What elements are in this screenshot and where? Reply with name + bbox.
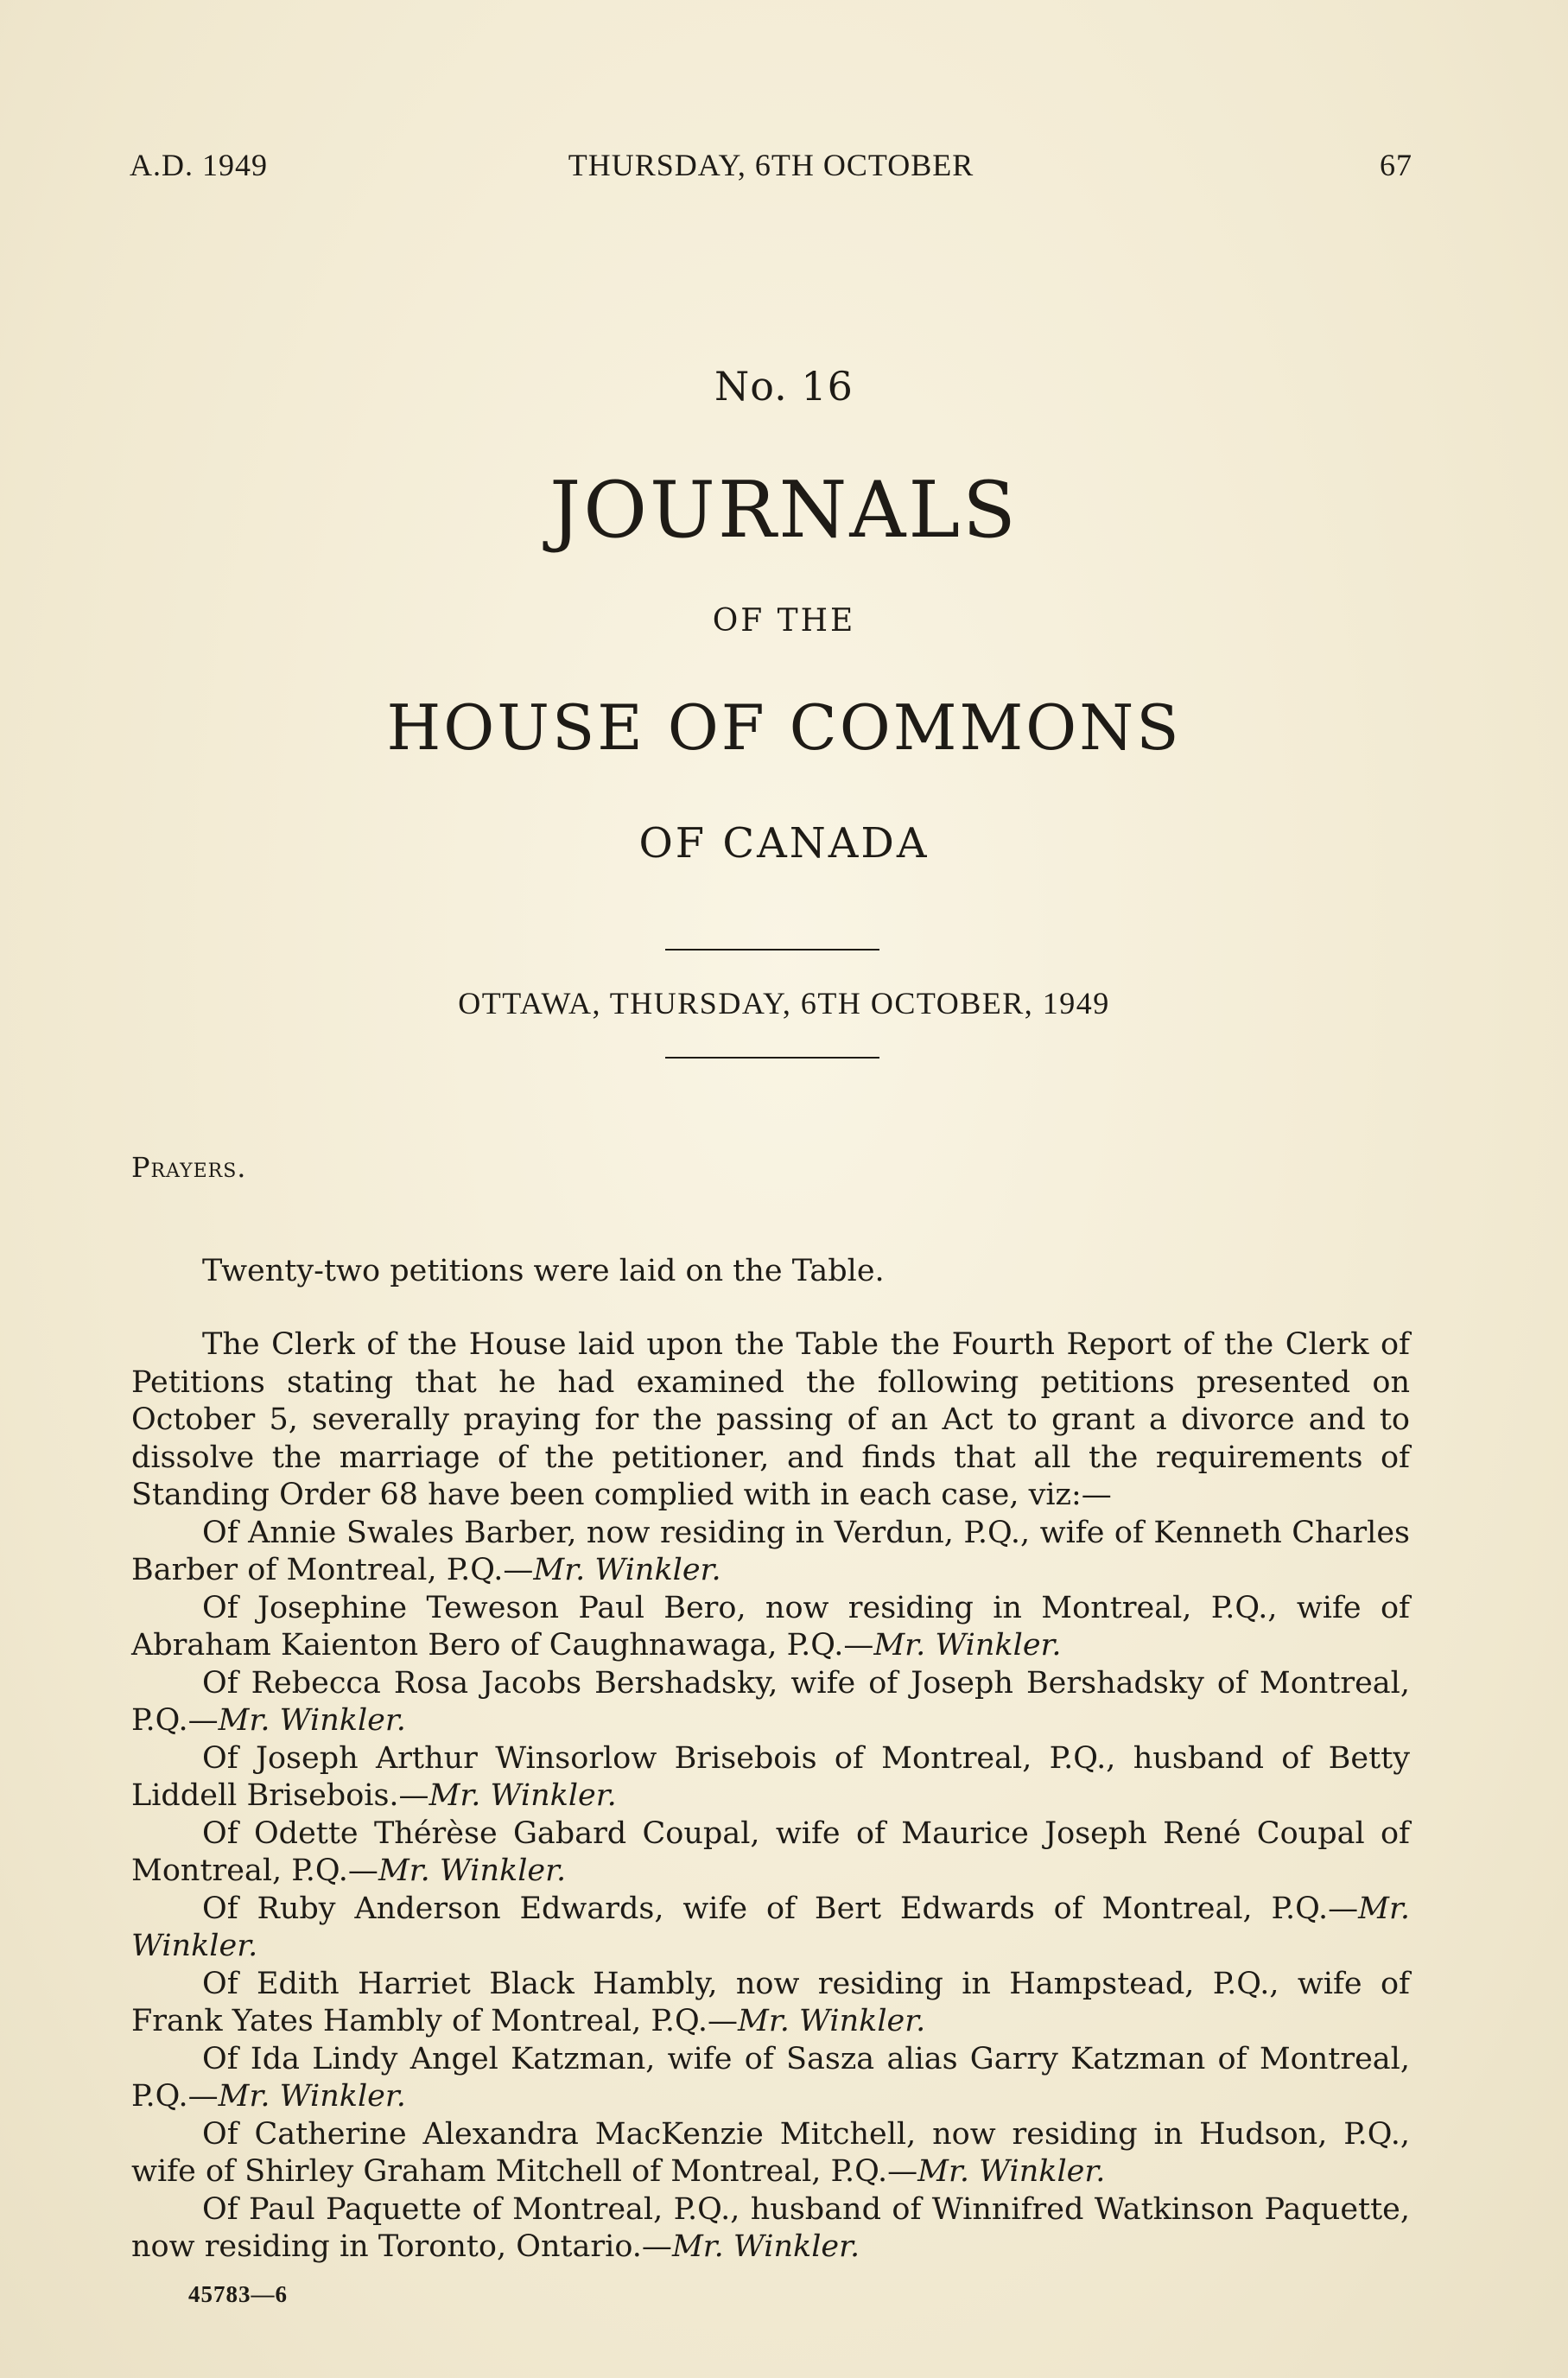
petition-text: Of Odette Thérèse Gabard Coupal, wife of Maurice Joseph René Coupal of Montreal, P.Q.—	[131, 1815, 1410, 1888]
proceedings-body	[131, 1149, 1410, 2267]
petition-member: Mr. Winkler.	[873, 1628, 1062, 1663]
petition-text: Of Josephine Teweson Paul Bero, now residing in Montreal, P.Q., wife of Abraham Kaienton Bero of Caughnawaga, P.Q.—	[131, 1590, 1410, 1663]
running-head-date-suffix: OCTOBER	[814, 148, 974, 182]
petition-entry	[131, 2191, 1410, 2267]
page-number: 67	[1380, 148, 1412, 182]
petition-text: Of Annie Swales Barber, now residing in Verdun, P.Q., wife of Kenneth Charles Barber of Montreal, P.Q.—	[131, 1515, 1410, 1587]
dateline	[0, 985, 1568, 1021]
clerk-report-paragraph: The Clerk of the House laid upon the Table the Fourth Report of the Clerk of Petitions stating that he had examined the following petitions presented on October 5, severally praying for the passing of an Act to grant a divorce and to dissolve the marriage of the petitioner, and finds that all the requirements of Standing Order 68 have been complied with in each case, viz:—	[131, 1327, 1410, 1512]
petition-text: Of Catherine Alexandra MacKenzie Mitchell, now residing in Hudson, P.Q., wife of Shirley Graham Mitchell of Montreal, P.Q.—	[131, 2116, 1410, 2189]
petition-entry	[131, 2041, 1410, 2116]
petition-member: Mr. Winkler.	[533, 1553, 721, 1587]
petition-entry	[131, 1891, 1410, 1966]
divider-rule-bottom	[665, 1057, 879, 1059]
petition-entry	[131, 1590, 1410, 1665]
dateline-ordinal: TH	[817, 986, 862, 1021]
petition-member: Mr. Winkler.	[738, 2004, 926, 2038]
petition-text: Of Ruby Anderson Edwards, wife of Bert Edwards of Montreal, P.Q.—	[202, 1891, 1359, 1926]
petition-member: Mr. Winkler.	[218, 2079, 406, 2114]
petitions-laid-paragraph: Twenty-two petitions were laid on the Table.	[202, 1253, 885, 1288]
petition-member: Mr. Winkler.	[218, 1703, 406, 1738]
petition-text: Of Rebecca Rosa Jacobs Bershadsky, wife of Joseph Bershadsky of Montreal, P.Q.—	[131, 1665, 1410, 1738]
petition-entry	[131, 2116, 1410, 2191]
petition-member: Mr. Winkler.	[429, 1778, 617, 1813]
petition-entry	[131, 1815, 1410, 1891]
petition-entry	[131, 1665, 1410, 1740]
running-head-date-ordinal: TH	[771, 148, 815, 182]
petition-text: Of Paul Paquette of Montreal, P.Q., husband of Winnifred Watkinson Paquette, now residing in Toronto, Ontario.—	[131, 2191, 1410, 2264]
journals-title: JOURNALS	[549, 465, 1019, 556]
petition-entry	[131, 1740, 1410, 1815]
petition-member: Mr. Winkler.	[671, 2229, 860, 2264]
running-head-date	[130, 147, 1412, 183]
petition-entry	[131, 1515, 1410, 1590]
petition-member: Mr. Winkler.	[917, 2154, 1106, 2189]
of-canada-line: OF CANADA	[638, 819, 930, 868]
running-head	[130, 147, 1412, 188]
divider-rule-top	[665, 949, 879, 951]
petition-text: Of Edith Harriet Black Hambly, now residing in Hampstead, P.Q., wife of Frank Yates Hambly of Montreal, P.Q.—	[131, 1966, 1410, 2038]
issue-number: No. 16	[714, 363, 854, 410]
petition-text: Of Joseph Arthur Winsorlow Brisebois of Montreal, P.Q., husband of Betty Liddell Brisebois.—	[131, 1740, 1410, 1813]
house-of-commons-title: HOUSE OF COMMONS	[386, 691, 1182, 764]
petition-entry	[131, 1966, 1410, 2041]
year-label: A.D. 1949	[130, 148, 268, 182]
petition-text: Of Ida Lindy Angel Katzman, wife of Sasza alias Garry Katzman of Montreal, P.Q.—	[131, 2041, 1410, 2114]
running-head-date-prefix: THURSDAY, 6	[568, 148, 771, 182]
petition-member: Mr. Winkler.	[378, 1853, 567, 1888]
print-code: 45783—6	[188, 2281, 288, 2307]
of-the-line: OF THE	[712, 603, 856, 639]
dateline-suffix: OCTOBER, 1949	[861, 986, 1110, 1021]
dateline-prefix: OTTAWA, THURSDAY, 6	[458, 986, 818, 1021]
masthead	[0, 363, 1568, 871]
petition-member: Mr. Winkler.	[131, 1891, 1410, 1963]
prayers-heading: Prayers.	[131, 1151, 247, 1184]
